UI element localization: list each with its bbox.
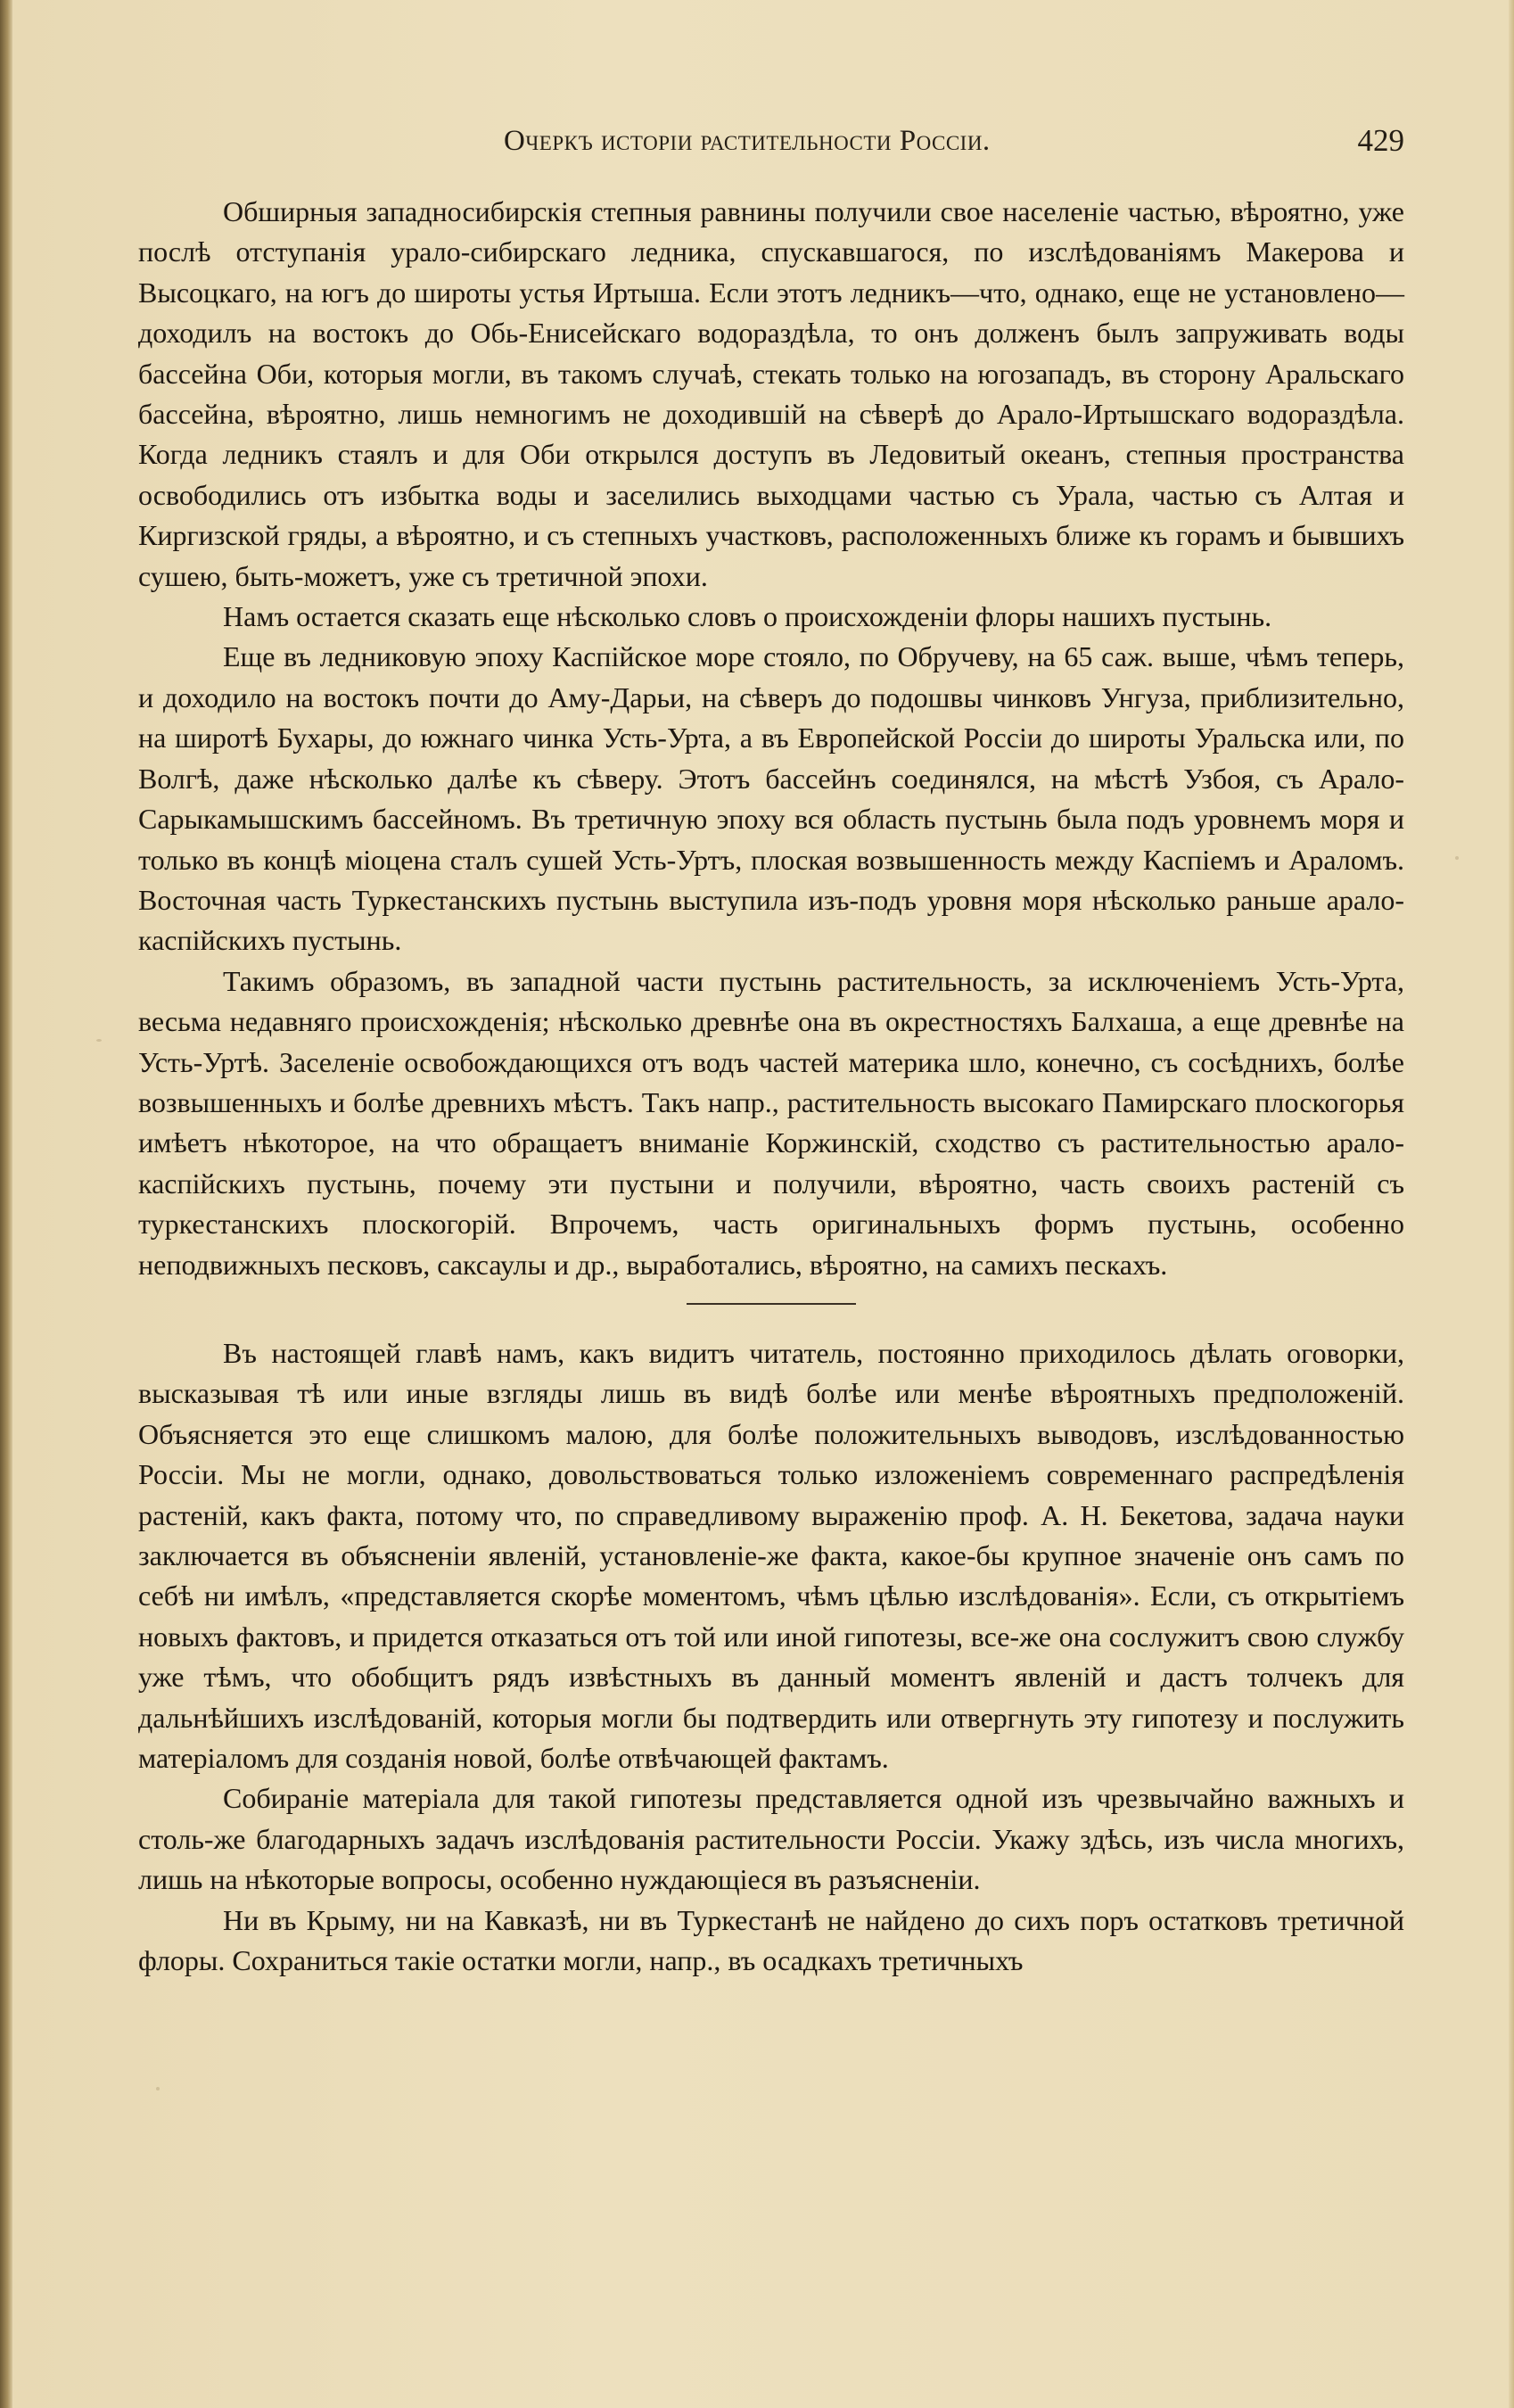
paper-fleck	[96, 1039, 102, 1042]
running-title: Очеркъ исторіи растительности Россіи.	[504, 125, 991, 157]
section-divider-rule	[687, 1303, 856, 1305]
paragraph-1: Обширныя западносибирскія степныя равнины получили свое населеніе частью, вѣроятно, уже послѣ отступанія урало-сибирскаго ледника, спускавшагося, по изслѣдованіямъ Макерова и Высоцкаго, на югъ до широты устья Иртыша. Если этотъ ледникъ—что, однако, еще не установлено—доходилъ на востокъ до Обь-Енисейскаго водораздѣла, то онъ долженъ былъ запруживать воды бассейна Оби, которыя могли, въ такомъ случаѣ, стекать только на югозападъ, въ сторону Аральскаго бассейна, вѣроятно, лишь немногимъ не доходившій на сѣверѣ до Арало-Иртышскаго водораздѣла. Когда ледникъ стаялъ и для Оби открылся доступъ въ Ледовитый океанъ, степныя пространства освободились отъ избытка воды и заселились выходцами частью съ Урала, частью съ Алтая и Киргизской гряды, а вѣроятно, и съ степныхъ участковъ, расположенныхъ ближе къ горамъ и бывшихъ сушею, быть-можетъ, уже съ третичной эпохи.	[138, 195, 1404, 592]
paper-fleck	[1455, 856, 1459, 860]
page-number: 429	[1357, 123, 1404, 158]
page-edge	[1509, 0, 1514, 2408]
paragraph-3: Еще въ ледниковую эпоху Каспійское море стояло, по Обручеву, на 65 саж. выше, чѣмъ теперь, и доходило на востокъ почти до Аму-Дарьи, на сѣверъ до подошвы чинковъ Унгуза, приблизительно, на широтѣ Бухары, до южнаго чинка Усть-Урта, а въ Европейской Россіи до широты Уральска или, по Волгѣ, даже нѣсколько далѣе къ сѣверу. Этотъ бассейнъ соединялся, на мѣстѣ Узбоя, съ Арало-Сарыкамышскимъ бассейномъ. Въ третичную эпоху вся область пустынь была подъ уровнемъ моря и только въ концѣ міоцена сталъ сушей Усть-Уртъ, плоская возвышенность между Каспіемъ и Араломъ. Восточная часть Туркестанскихъ пустынь выступила изъ-подъ уровня моря нѣсколько раньше арало-каспійскихъ пустынь.	[138, 640, 1404, 957]
paragraph-7: Ни въ Крыму, ни на Кавказѣ, ни въ Туркестанѣ не найдено до сихъ поръ остатковъ третичной флоры. Сохраниться такіе остатки могли, напр., въ осадкахъ третичныхъ	[138, 1903, 1404, 1977]
paper-fleck	[156, 2087, 160, 2091]
paragraph-2: Намъ остается сказать еще нѣсколько словъ о происхожденіи флоры нашихъ пустынь.	[223, 600, 1272, 633]
paragraph-4: Такимъ образомъ, въ западной части пустынь растительность, за исключеніемъ Усть-Урта, весьма недавняго происхожденія; нѣсколько древнѣе она въ окрестностяхъ Балхаша, а еще древнѣе на Усть-Уртѣ. Заселеніе освобождающихся отъ водъ частей материка шло, конечно, съ сосѣднихъ, болѣе возвышенныхъ и болѣе древнихъ мѣстъ. Такъ напр., растительность высокаго Памирскаго плоскогорья имѣетъ нѣкоторое, на что обращаетъ вниманіе Коржинскій, сходство съ растительностью арало-каспійскихъ пустынь, почему эти пустыни и получили, вѣроятно, часть своихъ растеній съ туркестанскихъ плоскогорій. Впрочемъ, часть оригинальныхъ формъ пустынь, особенно неподвижныхъ песковъ, саксаулы и др., выработались, вѣроятно, на самихъ пескахъ.	[138, 964, 1404, 1281]
book-spine-shadow	[0, 0, 12, 2408]
page-header	[201, 123, 1404, 168]
paragraph-5: Въ настоящей главѣ намъ, какъ видитъ читатель, постоянно приходилось дѣлать оговорки, высказывая тѣ или иные взгляды лишь въ видѣ болѣе или менѣе вѣроятныхъ предположеній. Объясняется это еще слишкомъ малою, для болѣе положительныхъ выводовъ, изслѣдованностью Россіи. Мы не могли, однако, довольствоваться только изложеніемъ современнаго распредѣленія растеній, какъ факта, потому что, по справедливому выраженію проф. А. Н. Бекетова, задача науки заключается въ объясненіи явленій, установленіе-же факта, какое-бы крупное значеніе онъ самъ по себѣ ни имѣлъ, «представляется скорѣе моментомъ, чѣмъ цѣлью изслѣдованія». Если, съ открытіемъ новыхъ фактовъ, и придется отказаться отъ той или иной гипотезы, все-же она сослужитъ свою службу уже тѣмъ, что обобщитъ рядъ извѣстныхъ въ данный моментъ явленій и дастъ толчекъ для дальнѣйшихъ изслѣдованій, которыя могли бы подтвердить или отвергнуть эту гипотезу и послужить матеріаломъ для созданія новой, болѣе отвѣчающей фактамъ.	[138, 1336, 1404, 1775]
body-text	[138, 192, 1404, 1981]
paragraph-6: Собираніе матеріала для такой гипотезы представляется одной изъ чрезвычайно важныхъ и столь-же благодарныхъ задачъ изслѣдованія растительности Россіи. Укажу здѣсь, изъ числа многихъ, лишь на нѣкоторые вопросы, особенно нуждающіеся въ разъясненіи.	[138, 1782, 1404, 1896]
